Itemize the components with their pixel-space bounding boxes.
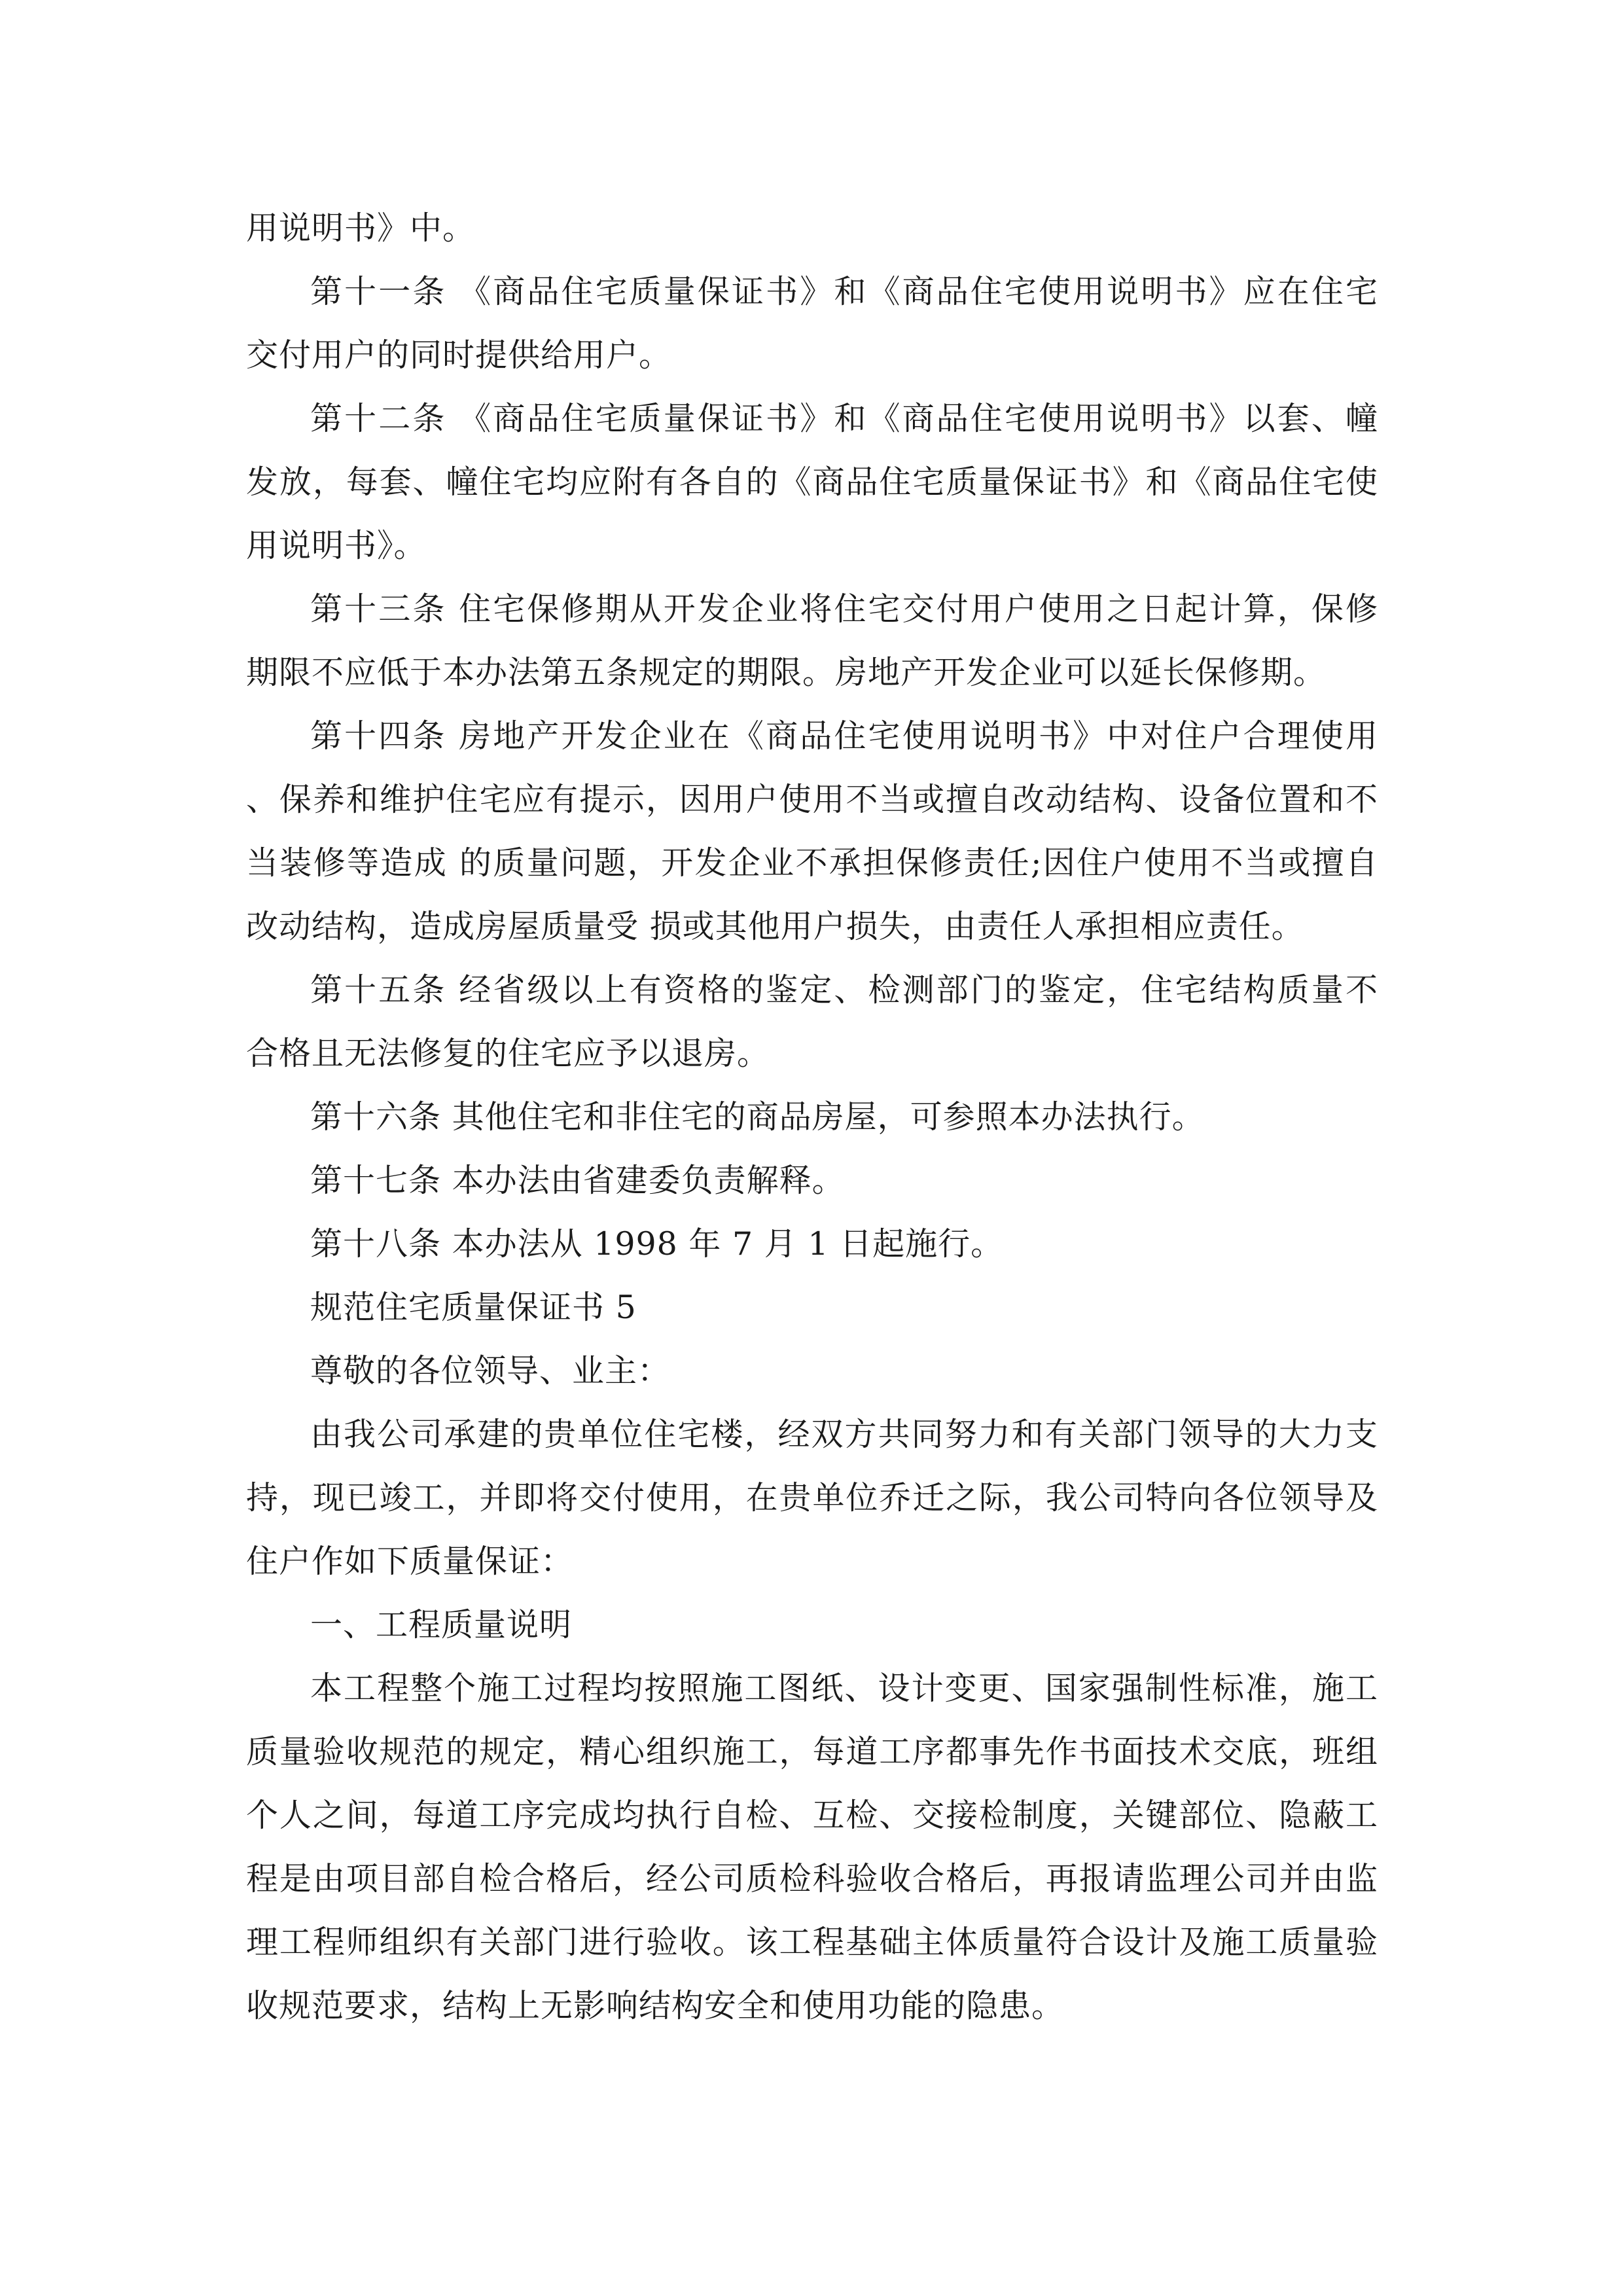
paragraph-1: 用说明书》中。 <box>246 209 476 247</box>
paragraph-6: 第十五条 经省级以上有资格的鉴定、检测部门的鉴定，住宅结构质量不 合格且无法修复的住宅应予以退房。 <box>246 971 1378 1072</box>
paragraph-5: 第十四条 房地产开发企业在《商品住宅使用说明书》中对住户合理使用 、保养和维护住宅应有提示，因用户使用不当或擅自改动结构、设备位置和不当装修等造成 的质量问题，开发企业不承担保修责任;因住户使用不当或擅自改动结构，造成房屋质量受 损或其他用户损失，由责任人承担相应责任。 <box>246 717 1378 945</box>
subsection-heading: 一、工程质量说明 <box>310 1606 573 1643</box>
paragraph-8: 第十七条 本办法由省建委负责解释。 <box>310 1162 845 1199</box>
paragraph-7: 第十六条 其他住宅和非住宅的商品房屋，可参照本办法执行。 <box>310 1098 1205 1136</box>
paragraph-2: 第十一条 《商品住宅质量保证书》和《商品住宅使用说明书》应在住宅 交付用户的同时提供给用户。 <box>246 273 1378 374</box>
document-body <box>246 196 1378 2037</box>
section-heading: 规范住宅质量保证书 5 <box>310 1289 637 1326</box>
paragraph-4: 第十三条 住宅保修期从开发企业将住宅交付用户使用之日起计算，保修 期限不应低于本办法第五条规定的期限。房地产开发企业可以延长保修期。 <box>246 590 1378 691</box>
paragraph-3: 第十二条 《商品住宅质量保证书》和《商品住宅使用说明书》以套、幢 发放，每套、幢住宅均应附有各自的《商品住宅质量保证书》和《商品住宅使用说明书》。 <box>246 400 1378 564</box>
salutation: 尊敬的各位领导、业主： <box>310 1352 671 1390</box>
paragraph-12: 由我公司承建的贵单位住宅楼，经双方共同努力和有关部门领导的大力支持，现已竣工，并即将交付使用，在贵单位乔迁之际，我公司特向各位领导及住户作如下质量保证： <box>246 1416 1378 1580</box>
paragraph-9: 第十八条 本办法从 1998 年 7 月 1 日起施行。 <box>310 1225 1004 1263</box>
paragraph-14: 本工程整个施工过程均按照施工图纸、设计变更、国家强制性标准，施工质量验收规范的规定，精心组织施工，每道工序都事先作书面技术交底，班组个人之间，每道工序完成均执行自检、互检、交接检制度，关键部位、隐蔽工程是由项目部自检合格后，经公司质检科验收合格后，再报请监理公司并由监理工程师组织有关部门进行验收。该工程基础主体质量符合设计及施工质量验收规范要求，结构上无影响结构安全和使用功能的隐患。 <box>246 1670 1378 2024</box>
